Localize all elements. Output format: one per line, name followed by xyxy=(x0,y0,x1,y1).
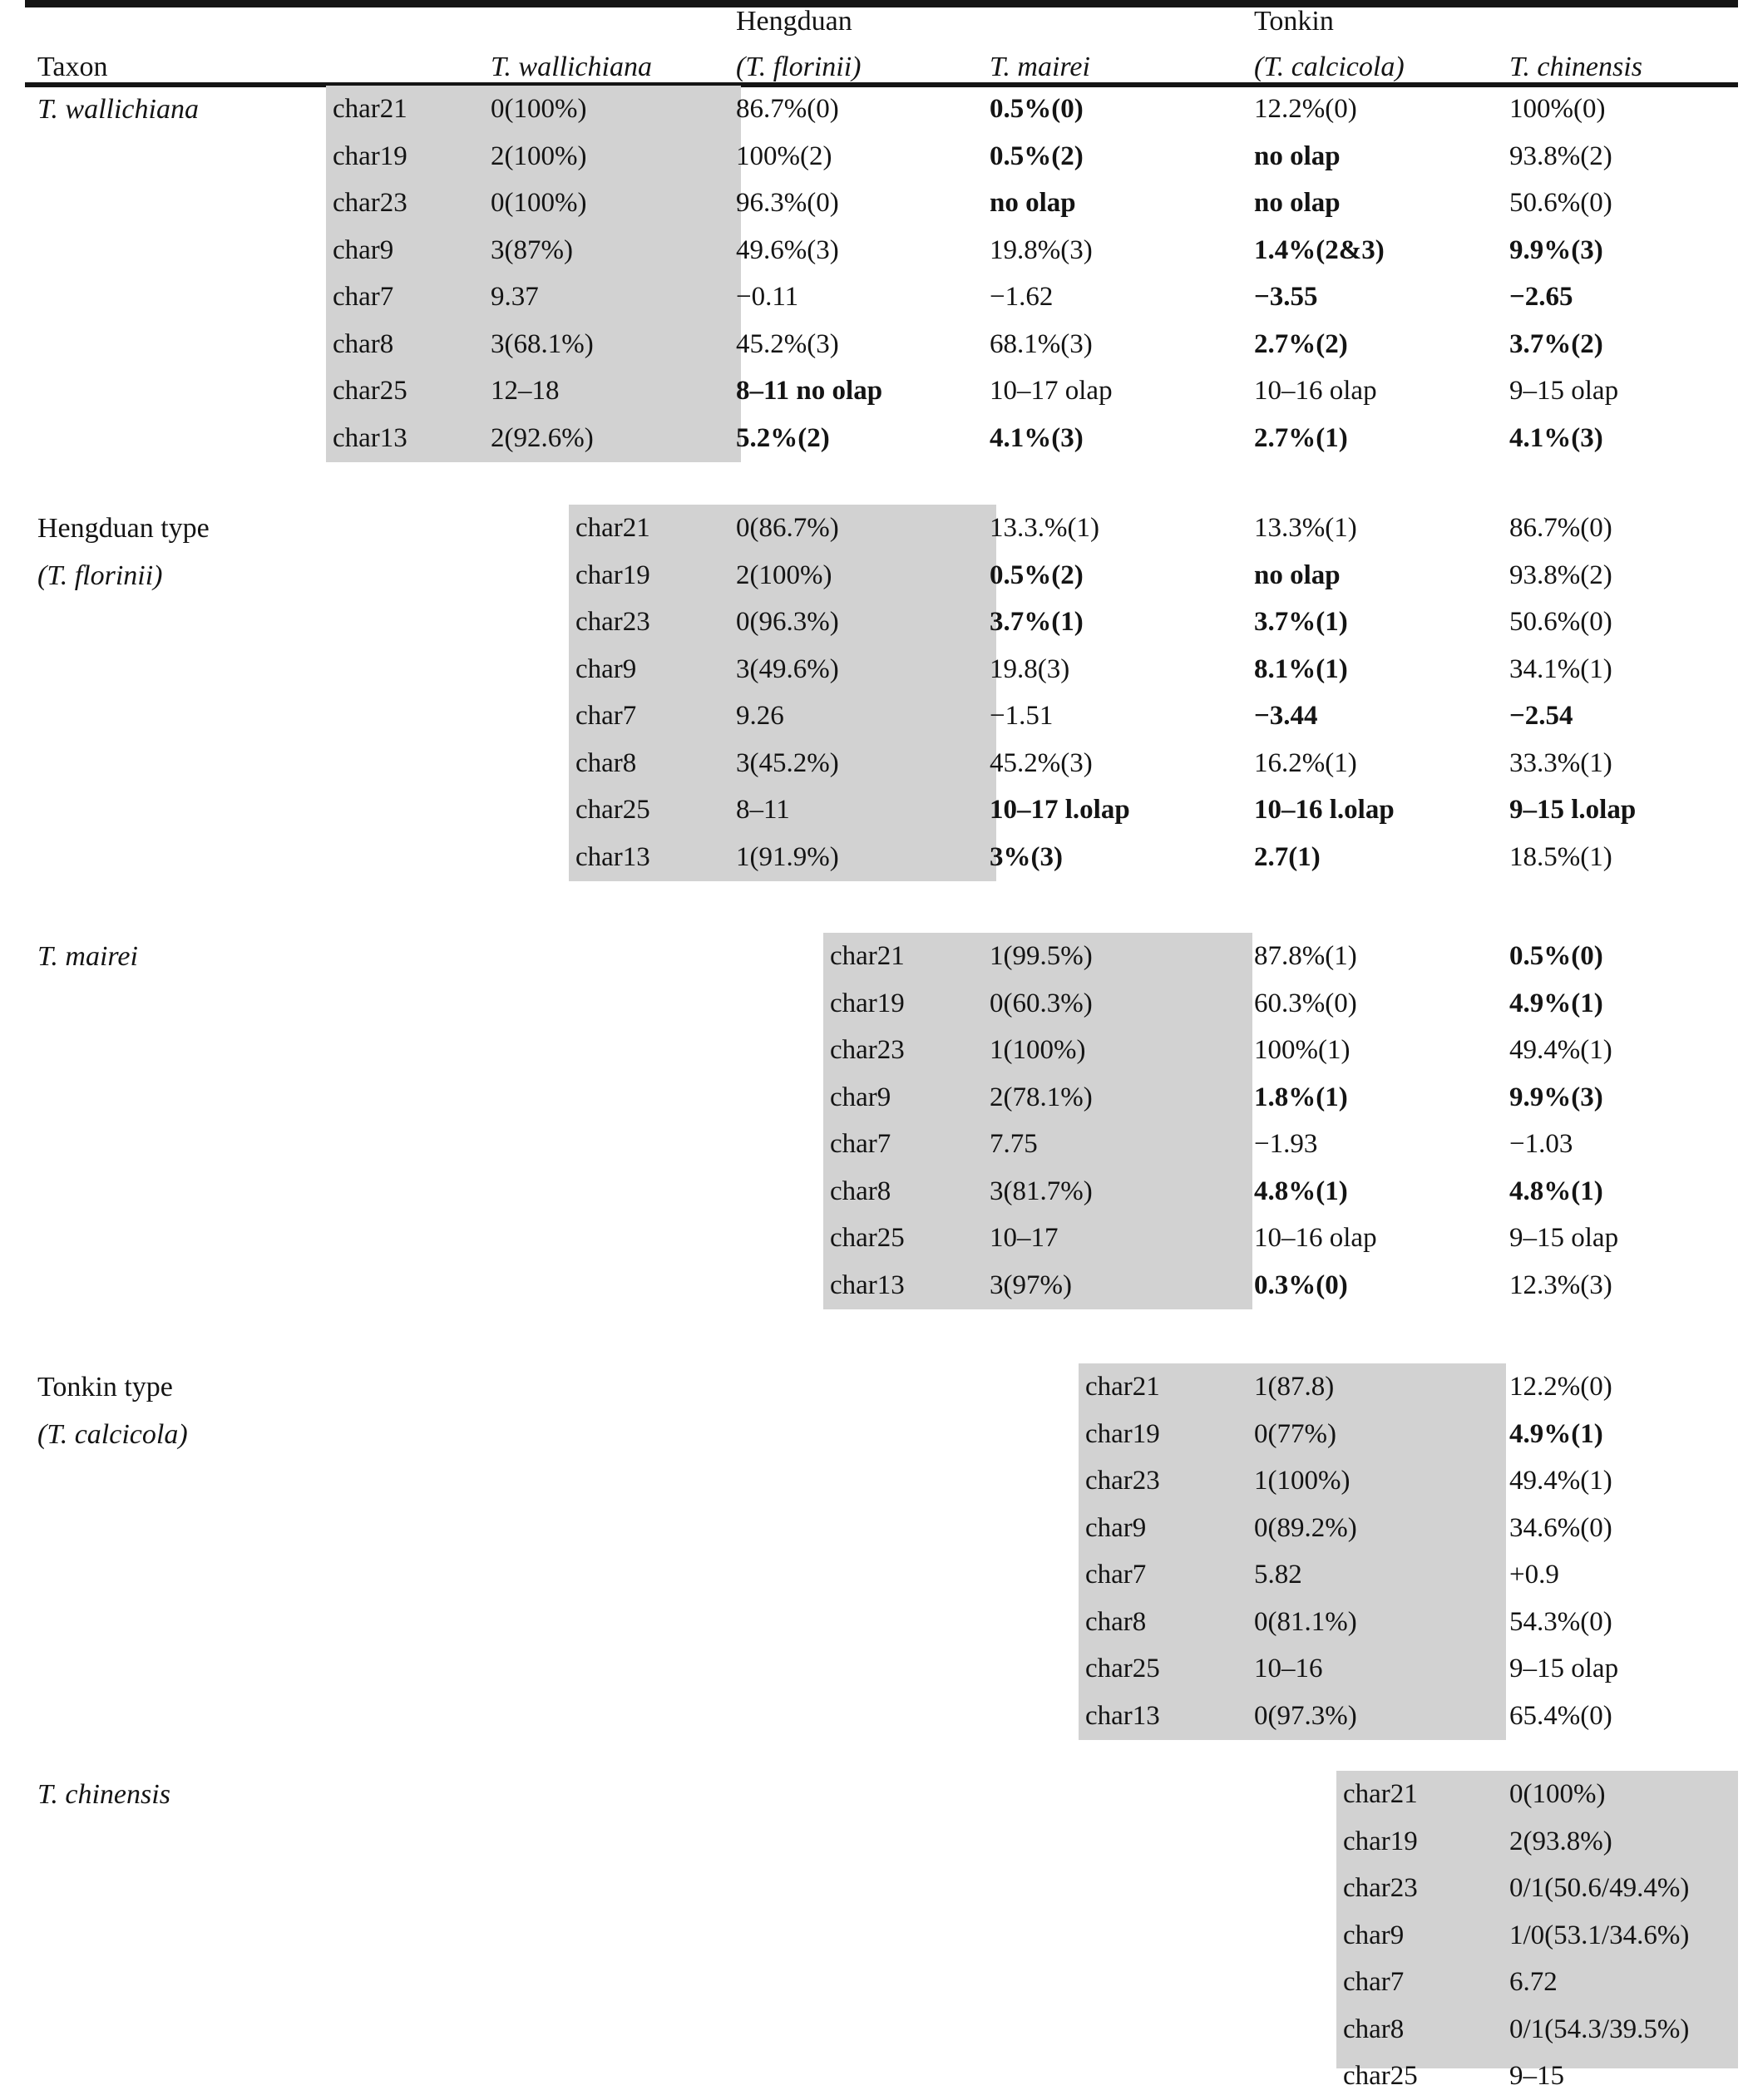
self-value: 2(100%) xyxy=(491,140,587,171)
self-value: 1(91.9%) xyxy=(736,841,839,872)
taxon-label: T. mairei xyxy=(37,941,138,972)
cell-value: 9–15 olap xyxy=(1509,1654,1619,1683)
cell-value: 68.1%(3) xyxy=(990,328,1093,359)
char-label: char8 xyxy=(333,328,394,359)
char-label: char13 xyxy=(1085,1700,1160,1731)
char-label: char13 xyxy=(575,841,650,872)
self-value: 3(45.2%) xyxy=(736,747,839,778)
char-label: char25 xyxy=(575,795,650,825)
cell-value: 100%(1) xyxy=(1254,1035,1351,1065)
self-value: 1/0(53.1/34.6%) xyxy=(1509,1920,1690,1950)
self-value: 0(81.1%) xyxy=(1254,1606,1357,1637)
self-value: 0(96.3%) xyxy=(736,607,839,637)
char-label: char7 xyxy=(1085,1560,1147,1590)
cell-value: 33.3%(1) xyxy=(1509,747,1612,778)
taxon-label: (T. florinii) xyxy=(37,560,163,591)
column-header-line2: (T. florinii) xyxy=(736,52,862,82)
char-label: char9 xyxy=(333,234,394,265)
cell-value: 50.6%(0) xyxy=(1509,607,1612,637)
cell-value: 60.3%(0) xyxy=(1254,988,1357,1018)
char-label: char9 xyxy=(1343,1920,1405,1950)
cell-value: −3.55 xyxy=(1254,282,1318,312)
cell-value: 96.3%(0) xyxy=(736,188,839,218)
cell-value: 3%(3) xyxy=(990,841,1063,872)
cell-value: 49.4%(1) xyxy=(1509,1035,1612,1065)
self-value: 2(92.6%) xyxy=(491,422,594,453)
taxon-label: Hengduan type xyxy=(37,513,210,544)
self-value: 10–17 xyxy=(990,1223,1059,1253)
cell-value: 49.4%(1) xyxy=(1509,1466,1612,1496)
cell-value: −1.62 xyxy=(990,282,1054,312)
cell-value: 0.5%(0) xyxy=(990,94,1084,124)
column-header-line2: (T. calcicola) xyxy=(1254,52,1405,82)
char-label: char21 xyxy=(1085,1372,1160,1402)
self-value: 0(100%) xyxy=(491,94,587,124)
header-rule xyxy=(25,82,1738,87)
cell-value: 4.9%(1) xyxy=(1509,988,1603,1018)
self-value: 6.72 xyxy=(1509,1967,1558,1997)
cell-value: 4.1%(3) xyxy=(990,422,1084,453)
char-label: char19 xyxy=(1085,1418,1160,1449)
char-label: char25 xyxy=(830,1223,905,1253)
cell-value: 54.3%(0) xyxy=(1509,1606,1612,1637)
char-label: char19 xyxy=(333,140,407,171)
char-label: char13 xyxy=(333,422,407,453)
self-value: 9–15 xyxy=(1509,2061,1564,2091)
cell-value: 0.3%(0) xyxy=(1254,1269,1348,1300)
cell-value: 19.8(3) xyxy=(990,653,1070,684)
cell-value: 45.2%(3) xyxy=(990,747,1093,778)
char-label: char25 xyxy=(333,376,407,406)
self-value: 5.82 xyxy=(1254,1560,1302,1590)
char-label: char23 xyxy=(830,1035,905,1065)
char-label: char23 xyxy=(333,188,407,218)
char-label: char8 xyxy=(830,1176,891,1206)
char-label: char13 xyxy=(830,1269,905,1300)
char-label: char9 xyxy=(830,1082,891,1112)
column-header-line1: Tonkin xyxy=(1254,6,1334,37)
char-label: char7 xyxy=(1343,1967,1405,1997)
column-header-line2: T. wallichiana xyxy=(491,52,652,82)
self-value: 0/1(54.3/39.5%) xyxy=(1509,2014,1690,2044)
cell-value: −1.03 xyxy=(1509,1129,1573,1159)
char-label: char8 xyxy=(575,747,637,778)
cell-value: 100%(2) xyxy=(736,140,832,171)
char-label: char21 xyxy=(1343,1779,1418,1809)
char-label: char19 xyxy=(830,988,905,1018)
self-value: 0(86.7%) xyxy=(736,513,839,543)
cell-value: −2.54 xyxy=(1509,701,1573,731)
taxon-label: Tonkin type xyxy=(37,1372,173,1402)
cell-value: 18.5%(1) xyxy=(1509,841,1612,872)
cell-value: 86.7%(0) xyxy=(1509,513,1612,543)
cell-value: 2.7%(1) xyxy=(1254,422,1348,453)
self-value: 0(100%) xyxy=(1509,1779,1606,1809)
cell-value: 9.9%(3) xyxy=(1509,234,1603,265)
cell-value: no olap xyxy=(1254,560,1341,590)
cell-value: 87.8%(1) xyxy=(1254,941,1357,971)
cell-value: 12.3%(3) xyxy=(1509,1269,1612,1300)
cell-value: 0.5%(0) xyxy=(1509,941,1603,971)
cell-value: 9.9%(3) xyxy=(1509,1082,1603,1112)
cell-value: 93.8%(2) xyxy=(1509,140,1612,171)
cell-value: 5.2%(2) xyxy=(736,422,830,453)
cell-value: no olap xyxy=(990,188,1076,218)
taxon-label: T. wallichiana xyxy=(37,94,199,125)
self-value: 0(60.3%) xyxy=(990,988,1093,1018)
cell-value: 4.9%(1) xyxy=(1509,1418,1603,1449)
self-value: 3(68.1%) xyxy=(491,328,594,359)
cell-value: 0.5%(2) xyxy=(990,560,1084,590)
self-value: 2(93.8%) xyxy=(1509,1826,1612,1856)
cell-value: 50.6%(0) xyxy=(1509,188,1612,218)
char-label: char7 xyxy=(830,1129,891,1159)
cell-value: 3.7%(2) xyxy=(1509,328,1603,359)
char-label: char23 xyxy=(575,607,650,637)
self-value: 2(78.1%) xyxy=(990,1082,1093,1112)
cell-value: 1.8%(1) xyxy=(1254,1082,1348,1112)
cell-value: 45.2%(3) xyxy=(736,328,839,359)
char-label: char9 xyxy=(1085,1512,1147,1543)
taxon-label: (T. calcicola) xyxy=(37,1418,188,1450)
cell-value: 9–15 l.olap xyxy=(1509,795,1637,825)
top-rule xyxy=(25,0,1738,7)
cell-value: 9–15 olap xyxy=(1509,1223,1619,1253)
self-value: 1(100%) xyxy=(1254,1466,1351,1496)
cell-value: 100%(0) xyxy=(1509,94,1606,124)
self-value: 10–16 xyxy=(1254,1654,1323,1683)
self-value: 0/1(50.6/49.4%) xyxy=(1509,1873,1690,1903)
char-label: char9 xyxy=(575,653,637,684)
cell-value: no olap xyxy=(1254,188,1341,218)
char-label: char8 xyxy=(1085,1606,1147,1637)
char-label: char23 xyxy=(1343,1873,1418,1903)
char-label: char7 xyxy=(333,282,394,312)
cell-value: 49.6%(3) xyxy=(736,234,839,265)
cell-value: 10–16 l.olap xyxy=(1254,795,1395,825)
self-value: 0(77%) xyxy=(1254,1418,1336,1449)
self-value: 1(100%) xyxy=(990,1035,1086,1065)
cell-value: 34.1%(1) xyxy=(1509,653,1612,684)
cell-value: 10–16 olap xyxy=(1254,1223,1377,1253)
char-label: char7 xyxy=(575,701,637,731)
self-value: 3(81.7%) xyxy=(990,1176,1093,1206)
cell-value: 13.3.%(1) xyxy=(990,513,1099,543)
cell-value: 9–15 olap xyxy=(1509,376,1619,406)
cell-value: 2.7(1) xyxy=(1254,841,1321,872)
cell-value: 10–17 olap xyxy=(990,376,1113,406)
cell-value: 4.8%(1) xyxy=(1254,1176,1348,1206)
column-header-line2: T. mairei xyxy=(990,52,1090,82)
cell-value: 2.7%(2) xyxy=(1254,328,1348,359)
cell-value: 10–16 olap xyxy=(1254,376,1377,406)
cell-value: 65.4%(0) xyxy=(1509,1700,1612,1731)
cell-value: −3.44 xyxy=(1254,701,1318,731)
cell-value: 0.5%(2) xyxy=(990,140,1084,171)
char-label: char8 xyxy=(1343,2014,1405,2044)
cell-value: 16.2%(1) xyxy=(1254,747,1357,778)
cell-value: 34.6%(0) xyxy=(1509,1512,1612,1543)
cell-value: −1.93 xyxy=(1254,1129,1318,1159)
cell-value: 93.8%(2) xyxy=(1509,560,1612,590)
char-label: char21 xyxy=(575,513,650,543)
self-value: 9.26 xyxy=(736,701,784,731)
self-value: 0(89.2%) xyxy=(1254,1512,1357,1543)
self-value: 12–18 xyxy=(491,376,560,406)
column-header-line2: T. chinensis xyxy=(1509,52,1642,82)
cell-value: 12.2%(0) xyxy=(1254,94,1357,124)
cell-value: no olap xyxy=(1254,140,1341,171)
self-value: 3(97%) xyxy=(990,1269,1072,1300)
self-value: 8–11 xyxy=(736,795,790,825)
taxon-label: T. chinensis xyxy=(37,1779,170,1810)
cell-value: +0.9 xyxy=(1509,1560,1559,1590)
self-value: 3(49.6%) xyxy=(736,653,839,684)
self-value: 3(87%) xyxy=(491,234,573,265)
cell-value: 86.7%(0) xyxy=(736,94,839,124)
cell-value: 12.2%(0) xyxy=(1509,1372,1612,1402)
char-label: char21 xyxy=(333,94,407,124)
self-value: 0(100%) xyxy=(491,188,587,218)
cell-value: 1.4%(2&3) xyxy=(1254,234,1385,265)
char-label: char21 xyxy=(830,941,905,971)
column-header-line1: Hengduan xyxy=(736,6,852,37)
cell-value: 13.3%(1) xyxy=(1254,513,1357,543)
cell-value: −2.65 xyxy=(1509,282,1573,312)
cell-value: 19.8%(3) xyxy=(990,234,1093,265)
cell-value: 3.7%(1) xyxy=(1254,607,1348,637)
char-label: char19 xyxy=(575,560,650,590)
self-value: 9.37 xyxy=(491,282,539,312)
self-value: 1(99.5%) xyxy=(990,941,1093,971)
cell-value: −0.11 xyxy=(736,282,799,312)
char-label: char19 xyxy=(1343,1826,1418,1856)
self-value: 0(97.3%) xyxy=(1254,1700,1357,1731)
cell-value: 4.8%(1) xyxy=(1509,1176,1603,1206)
char-label: char25 xyxy=(1343,2061,1418,2091)
taxon-column-header: Taxon xyxy=(37,52,108,82)
char-label: char25 xyxy=(1085,1654,1160,1683)
self-value: 2(100%) xyxy=(736,560,832,590)
self-value: 7.75 xyxy=(990,1129,1038,1159)
cell-value: 8.1%(1) xyxy=(1254,653,1348,684)
cell-value: −1.51 xyxy=(990,701,1054,731)
cell-value: 3.7%(1) xyxy=(990,607,1084,637)
cell-value: 10–17 l.olap xyxy=(990,795,1130,825)
cell-value: 4.1%(3) xyxy=(1509,422,1603,453)
char-label: char23 xyxy=(1085,1466,1160,1496)
self-value: 1(87.8) xyxy=(1254,1372,1335,1402)
cell-value: 8–11 no olap xyxy=(736,376,883,406)
